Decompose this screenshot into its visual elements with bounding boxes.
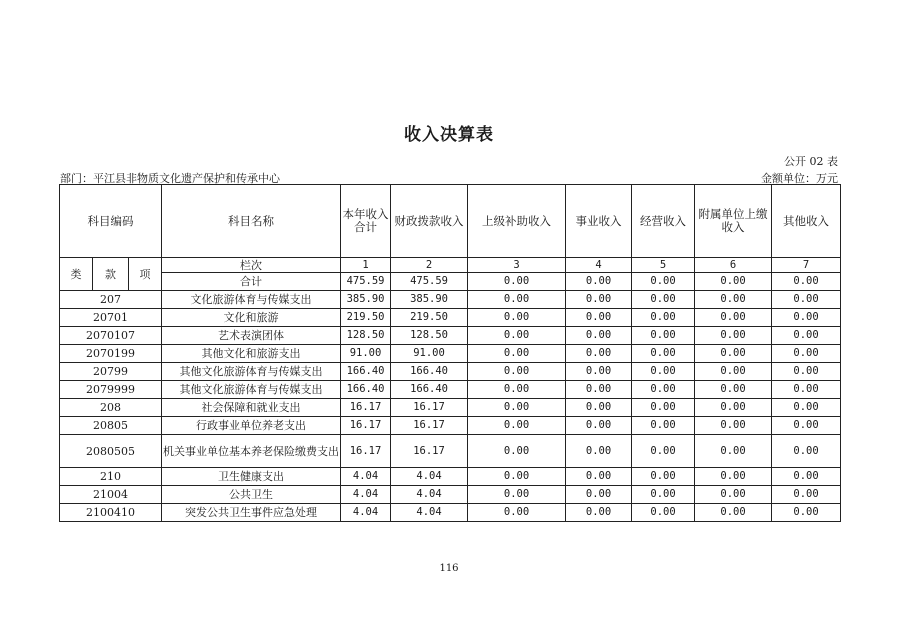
row-value: 0.00	[632, 345, 695, 363]
header-other: 其他收入	[772, 185, 841, 258]
row-value: 0.00	[468, 381, 566, 399]
row-value: 166.40	[391, 381, 468, 399]
row-value: 0.00	[468, 435, 566, 468]
row-code: 2070199	[60, 345, 162, 363]
total-value: 0.00	[772, 273, 841, 291]
row-value: 0.00	[695, 417, 772, 435]
total-label: 合计	[162, 273, 341, 291]
row-value: 0.00	[468, 291, 566, 309]
subheader-kuan: 款	[93, 258, 129, 291]
row-value: 0.00	[566, 381, 632, 399]
table-row	[60, 399, 841, 417]
row-value: 0.00	[632, 504, 695, 522]
row-value: 0.00	[632, 309, 695, 327]
row-value: 0.00	[566, 504, 632, 522]
row-value: 4.04	[391, 486, 468, 504]
row-value: 16.17	[341, 417, 391, 435]
header-superior: 上级补助收入	[468, 185, 566, 258]
row-value: 385.90	[391, 291, 468, 309]
row-value: 0.00	[632, 417, 695, 435]
row-value: 91.00	[391, 345, 468, 363]
header-code: 科目编码	[60, 185, 162, 258]
total-value: 0.00	[566, 273, 632, 291]
department-label: 部门：平江县非物质文化遗产保护和传承中心	[60, 172, 280, 185]
total-value: 0.00	[468, 273, 566, 291]
subheader-lei: 类	[60, 258, 93, 291]
column-number: 6	[695, 258, 772, 273]
row-value: 0.00	[468, 363, 566, 381]
row-value: 0.00	[695, 291, 772, 309]
row-code: 20799	[60, 363, 162, 381]
row-value: 0.00	[468, 417, 566, 435]
row-value: 219.50	[341, 309, 391, 327]
row-value: 0.00	[772, 363, 841, 381]
row-code: 2079999	[60, 381, 162, 399]
row-value: 0.00	[566, 417, 632, 435]
row-value: 0.00	[695, 345, 772, 363]
row-value: 0.00	[566, 309, 632, 327]
row-value: 16.17	[391, 417, 468, 435]
row-value: 0.00	[468, 327, 566, 345]
row-value: 0.00	[772, 486, 841, 504]
table-row	[60, 381, 841, 399]
row-code: 20805	[60, 417, 162, 435]
row-value: 0.00	[632, 381, 695, 399]
row-code: 20701	[60, 309, 162, 327]
row-value: 219.50	[391, 309, 468, 327]
row-value: 0.00	[468, 468, 566, 486]
row-value: 4.04	[341, 468, 391, 486]
table-row	[60, 486, 841, 504]
row-value: 0.00	[772, 345, 841, 363]
page-title: 收入决算表	[404, 125, 494, 145]
row-value: 0.00	[632, 435, 695, 468]
row-name: 其他文化旅游体育与传媒支出	[162, 381, 341, 399]
row-name: 艺术表演团体	[162, 327, 341, 345]
row-value: 0.00	[695, 468, 772, 486]
total-value: 475.59	[391, 273, 468, 291]
row-name: 文化旅游体育与传媒支出	[162, 291, 341, 309]
row-value: 0.00	[468, 345, 566, 363]
income-table	[59, 184, 841, 522]
row-code: 2080505	[60, 435, 162, 468]
total-row	[60, 273, 841, 291]
row-value: 0.00	[695, 486, 772, 504]
row-value: 0.00	[632, 486, 695, 504]
row-value: 4.04	[341, 504, 391, 522]
row-value: 16.17	[341, 399, 391, 417]
column-number: 1	[341, 258, 391, 273]
row-value: 0.00	[772, 435, 841, 468]
row-value: 16.17	[391, 399, 468, 417]
row-value: 166.40	[391, 363, 468, 381]
row-value: 0.00	[772, 417, 841, 435]
row-value: 0.00	[695, 504, 772, 522]
table-row	[60, 504, 841, 522]
table-row	[60, 345, 841, 363]
header-name: 科目名称	[162, 185, 341, 258]
row-name: 文化和旅游	[162, 309, 341, 327]
row-name: 其他文化和旅游支出	[162, 345, 341, 363]
row-value: 0.00	[566, 435, 632, 468]
row-value: 0.00	[468, 399, 566, 417]
row-value: 166.40	[341, 363, 391, 381]
column-number: 2	[391, 258, 468, 273]
subheader-lanci: 栏次	[162, 258, 341, 273]
row-code: 21004	[60, 486, 162, 504]
header-business: 事业收入	[566, 185, 632, 258]
form-number: 公开 02 表	[784, 155, 838, 168]
row-value: 0.00	[566, 363, 632, 381]
row-value: 0.00	[468, 486, 566, 504]
row-code: 2100410	[60, 504, 162, 522]
row-name: 卫生健康支出	[162, 468, 341, 486]
row-value: 0.00	[566, 327, 632, 345]
row-value: 166.40	[341, 381, 391, 399]
unit-label: 金额单位：万元	[761, 172, 838, 185]
total-value: 475.59	[341, 273, 391, 291]
table-row	[60, 417, 841, 435]
table-row	[60, 291, 841, 309]
row-value: 0.00	[566, 345, 632, 363]
row-name: 其他文化旅游体育与传媒支出	[162, 363, 341, 381]
column-number: 3	[468, 258, 566, 273]
page-number: 116	[439, 563, 459, 574]
table-row	[60, 309, 841, 327]
header-fiscal: 财政拨款收入	[391, 185, 468, 258]
table-row	[60, 435, 841, 468]
row-value: 0.00	[772, 504, 841, 522]
row-name: 行政事业单位养老支出	[162, 417, 341, 435]
row-value: 0.00	[695, 435, 772, 468]
row-value: 0.00	[695, 363, 772, 381]
column-number: 7	[772, 258, 841, 273]
row-value: 0.00	[695, 381, 772, 399]
table-row	[60, 363, 841, 381]
row-value: 4.04	[391, 468, 468, 486]
row-value: 128.50	[391, 327, 468, 345]
row-value: 385.90	[341, 291, 391, 309]
row-value: 0.00	[772, 399, 841, 417]
row-value: 0.00	[772, 291, 841, 309]
header-affiliated: 附属单位上缴收入	[695, 185, 772, 258]
row-value: 0.00	[468, 309, 566, 327]
row-value: 0.00	[772, 327, 841, 345]
total-value: 0.00	[695, 273, 772, 291]
row-name: 突发公共卫生事件应急处理	[162, 504, 341, 522]
row-code: 208	[60, 399, 162, 417]
row-name: 机关事业单位基本养老保险缴费支出	[162, 435, 341, 468]
row-value: 91.00	[341, 345, 391, 363]
row-value: 0.00	[566, 486, 632, 504]
row-value: 0.00	[566, 291, 632, 309]
table-row	[60, 468, 841, 486]
row-value: 0.00	[772, 309, 841, 327]
column-number: 4	[566, 258, 632, 273]
header-row	[60, 185, 841, 258]
row-value: 0.00	[566, 468, 632, 486]
column-index-row	[60, 258, 841, 273]
row-value: 128.50	[341, 327, 391, 345]
row-value: 0.00	[695, 399, 772, 417]
total-value: 0.00	[632, 273, 695, 291]
header-operating: 经营收入	[632, 185, 695, 258]
row-value: 4.04	[341, 486, 391, 504]
row-value: 0.00	[772, 381, 841, 399]
row-value: 0.00	[566, 399, 632, 417]
row-value: 0.00	[632, 399, 695, 417]
row-value: 4.04	[391, 504, 468, 522]
row-value: 0.00	[632, 327, 695, 345]
row-code: 207	[60, 291, 162, 309]
row-value: 0.00	[632, 291, 695, 309]
row-value: 0.00	[772, 468, 841, 486]
row-value: 0.00	[632, 363, 695, 381]
row-code: 2070107	[60, 327, 162, 345]
subheader-xiang: 项	[129, 258, 162, 291]
row-value: 0.00	[695, 327, 772, 345]
row-code: 210	[60, 468, 162, 486]
row-name: 社会保障和就业支出	[162, 399, 341, 417]
row-value: 0.00	[632, 468, 695, 486]
row-name: 公共卫生	[162, 486, 341, 504]
table-row	[60, 327, 841, 345]
header-total: 本年收入合计	[341, 185, 391, 258]
row-value: 0.00	[695, 309, 772, 327]
row-value: 16.17	[391, 435, 468, 468]
row-value: 16.17	[341, 435, 391, 468]
column-number: 5	[632, 258, 695, 273]
row-value: 0.00	[468, 504, 566, 522]
